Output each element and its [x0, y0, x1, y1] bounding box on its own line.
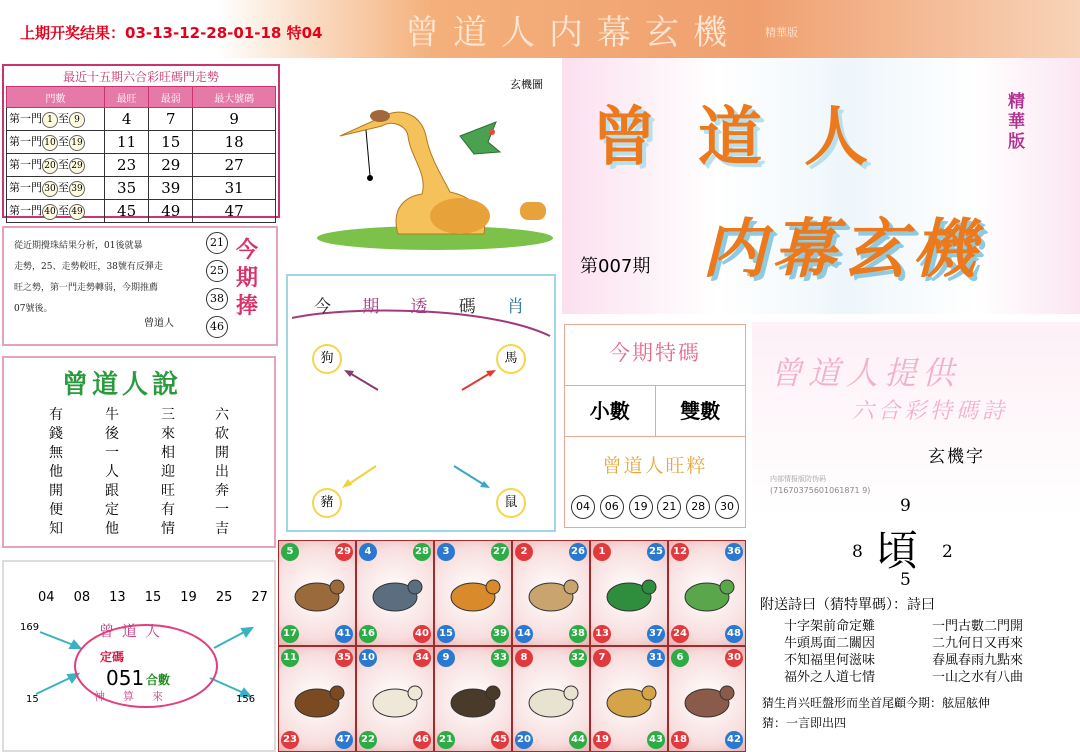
poem-line: 不知福里何滋味 — [784, 653, 876, 668]
zodiac-cell-snake — [668, 540, 746, 646]
calc-side-value: 169 — [20, 622, 40, 633]
zodiac-number-ball: 11 — [281, 649, 299, 667]
zodiac-number-ball: 44 — [569, 731, 587, 749]
zodiac-cell-rooster — [512, 646, 590, 752]
riddle-right: 2 — [942, 542, 953, 562]
poem-lead: 附送詩曰（猜特單碼）：詩曰 — [760, 597, 935, 613]
table-cell: 18 — [193, 131, 276, 154]
table-cell: 4 — [105, 108, 149, 131]
range-end: 9 — [69, 112, 85, 128]
animal-horse: 馬 — [496, 344, 526, 374]
zodiac-number-ball: 16 — [359, 625, 377, 643]
hero-line-1: 曾道人 — [592, 100, 910, 175]
special-number: 21 — [657, 495, 681, 519]
calc-side-value: 15 — [26, 694, 39, 705]
zodiac-number-ball: 45 — [491, 731, 509, 749]
pick-panel — [2, 226, 278, 346]
special-numbers — [571, 495, 739, 519]
analysis-line: 從近期攪珠結果分析，01後就暴 — [14, 241, 143, 251]
riddle-illustration — [310, 66, 560, 256]
security-code: (71670375601061871 9) — [770, 486, 871, 495]
poem-line: 一門古數二門開 — [932, 619, 1024, 634]
table-header: 最弱 — [149, 87, 193, 108]
special-right: 雙數 — [655, 386, 746, 436]
tou-ma-title-char: 透 — [410, 297, 428, 317]
zodiac-number-ball: 48 — [725, 625, 743, 643]
tou-ma-title — [314, 292, 524, 317]
zodiac-number-ball: 10 — [359, 649, 377, 667]
zodiac-number-ball: 4 — [359, 543, 377, 561]
tou-ma-title-char: 今 — [314, 297, 331, 317]
special-subtitle: 曾道人旺粹 — [602, 455, 708, 477]
calc-number: 27 — [251, 590, 268, 605]
analysis-line: 07號後。 — [14, 304, 53, 314]
poem-right-column — [932, 618, 1023, 686]
zodiac-cell-pig — [668, 646, 746, 752]
tou-ma-title-char: 肖 — [507, 297, 524, 317]
zodiac-number-ball: 1 — [593, 543, 611, 561]
zodiac-number-ball: 8 — [515, 649, 533, 667]
table-row — [7, 177, 276, 200]
issue-number: 第007期 — [580, 256, 651, 277]
riddle-left: 8 — [852, 542, 863, 562]
calc-value: 051 — [106, 666, 145, 690]
pick-number: 25 — [206, 260, 228, 282]
zodiac-number-ball: 20 — [515, 731, 533, 749]
table-cell: 45 — [105, 200, 149, 223]
row-label: 第一門 — [9, 181, 42, 194]
poem-title: 曾道人提供 — [770, 354, 961, 392]
zodiac-number-ball: 46 — [413, 731, 431, 749]
zodiac-number-ball: 14 — [515, 625, 533, 643]
animal-pig: 豬 — [312, 488, 342, 518]
range-sep: 至 — [58, 181, 69, 194]
poem-left-column — [784, 618, 875, 686]
zodiac-number-ball: 24 — [671, 625, 689, 643]
table-header: 門數 — [7, 87, 105, 108]
zodiac-cell-horse — [278, 646, 356, 752]
zodiac-grid — [278, 540, 746, 752]
special-number: 06 — [600, 495, 624, 519]
table-cell: 15 — [149, 131, 193, 154]
special-left: 小數 — [589, 399, 630, 423]
riddle-bottom: 5 — [900, 570, 911, 590]
last-draw-result: 上期开奖结果：03-13-12-28-01-18 特04 — [20, 24, 323, 42]
zodiac-number-ball: 2 — [515, 543, 533, 561]
calc-number: 13 — [109, 590, 126, 605]
zodiac-number-ball: 22 — [359, 731, 377, 749]
zodiac-number-ball: 43 — [647, 731, 665, 749]
special-number: 28 — [686, 495, 710, 519]
table-cell: 39 — [149, 177, 193, 200]
saying-column: 牛後一人跟定他 — [105, 407, 119, 537]
range-start: 40 — [42, 204, 58, 220]
zodiac-number-ball: 7 — [593, 649, 611, 667]
range-end: 49 — [69, 204, 85, 220]
zodiac-number-ball: 33 — [491, 649, 509, 667]
calc-number: 25 — [215, 590, 233, 605]
pick-label: 今期捧 — [236, 237, 259, 319]
zodiac-number-ball: 9 — [437, 649, 455, 667]
table-header: 最大號碼 — [193, 87, 276, 108]
poem-footer-2: 猜：一言即出四 — [762, 716, 847, 730]
banner-subtitle: 精華版 — [765, 26, 798, 39]
special-number: 19 — [629, 495, 653, 519]
zodiac-number-ball: 15 — [437, 625, 455, 643]
zodiac-number-ball: 40 — [413, 625, 431, 643]
tou-ma-title-char: 碼 — [458, 297, 476, 317]
zodiac-number-ball: 39 — [491, 625, 509, 643]
special-number: 30 — [715, 495, 739, 519]
special-options — [565, 385, 745, 437]
analysis-text — [14, 236, 194, 320]
table-cell: 47 — [193, 200, 276, 223]
table-cell: 23 — [105, 154, 149, 177]
range-start: 30 — [42, 181, 58, 197]
range-start: 10 — [42, 135, 58, 151]
saying-panel — [2, 356, 276, 548]
calc-side-value: 156 — [236, 694, 256, 705]
table-cell: 49 — [149, 200, 193, 223]
range-end: 39 — [69, 181, 85, 197]
hero-line-2: 内幕玄機 — [702, 212, 982, 287]
saying-column: 三來相迎旺有情 — [161, 407, 175, 537]
riddle-character: 頃 — [876, 526, 919, 575]
table-cell: 7 — [149, 108, 193, 131]
range-start: 20 — [42, 158, 58, 174]
poem-footer-1: 猜生肖兴旺盤形而坐首尾顧今期：舷屈舷伸 — [762, 696, 991, 710]
saying-column: 有錢無他開便知 — [49, 407, 63, 537]
range-end: 29 — [69, 158, 85, 174]
range-end: 19 — [69, 135, 85, 151]
table-row — [7, 131, 276, 154]
riddle-top: 9 — [900, 496, 911, 516]
zodiac-number-ball: 27 — [491, 543, 509, 561]
poem-line: 十字架前命定難 — [784, 619, 876, 634]
poem-line: 春風春雨九點來 — [932, 653, 1024, 668]
range-start: 1 — [42, 112, 58, 128]
tou-ma-title-char: 期 — [362, 297, 380, 317]
zodiac-number-ball: 30 — [725, 649, 743, 667]
zodiac-number-ball: 25 — [647, 543, 665, 561]
security-label: 内部情报版防伪码 — [770, 475, 826, 483]
zodiac-number-ball: 29 — [335, 543, 353, 561]
zodiac-cell-dragon — [590, 540, 668, 646]
table-cell: 31 — [193, 177, 276, 200]
row-label: 第一門 — [9, 204, 42, 217]
trend-table-panel — [2, 64, 280, 218]
calc-header: 曾道人 — [99, 622, 169, 640]
zodiac-number-ball: 26 — [569, 543, 587, 561]
trend-table — [6, 86, 276, 223]
calc-number: 08 — [73, 590, 91, 605]
hero-edition: 精華版 — [1008, 92, 1025, 152]
analysis-line: 走勢，25、走勢較旺，38號有反彈走 — [14, 262, 163, 272]
poem-subtitle: 六合彩特碼詩 — [852, 399, 1009, 424]
calc-label: 定碼 — [100, 650, 125, 664]
range-sep: 至 — [58, 135, 69, 148]
row-label: 第一門 — [9, 112, 42, 125]
table-cell: 27 — [193, 154, 276, 177]
animal-rat: 鼠 — [496, 488, 526, 518]
zodiac-cell-ox — [356, 540, 434, 646]
zodiac-number-ball: 5 — [281, 543, 299, 561]
hero-panel — [562, 58, 1080, 314]
pick-number: 38 — [206, 288, 228, 310]
poem-line: 一山之水有八曲 — [932, 670, 1024, 685]
calc-value-suffix: 合數 — [146, 673, 171, 687]
goose-bird-illustration — [310, 66, 560, 256]
poem-line: 牛頭馬面二關因 — [784, 636, 876, 651]
tou-ma-panel — [286, 274, 556, 532]
animal-dog: 狗 — [312, 344, 342, 374]
table-cell: 29 — [149, 154, 193, 177]
zodiac-number-ball: 12 — [671, 543, 689, 561]
table-cell: 35 — [105, 177, 149, 200]
zodiac-number-ball: 37 — [647, 625, 665, 643]
zodiac-number-ball: 23 — [281, 731, 299, 749]
zodiac-cell-tiger — [434, 540, 512, 646]
zodiac-number-ball: 21 — [437, 731, 455, 749]
zodiac-number-ball: 41 — [335, 625, 353, 643]
row-label: 第一門 — [9, 135, 42, 148]
poem-line: 福外之人道七情 — [784, 670, 876, 685]
trend-table-title: 最近十五期六合彩旺碼門走勢 — [62, 70, 219, 84]
zodiac-cell-rat — [278, 540, 356, 646]
table-row — [7, 200, 276, 223]
zodiac-number-ball: 19 — [593, 731, 611, 749]
banner-title: 曾道人内幕玄機 — [405, 13, 741, 53]
zodiac-cell-dog — [590, 646, 668, 752]
calc-footer: 神算來 — [94, 690, 181, 703]
special-title: 今期特碼 — [609, 341, 701, 365]
row-label: 第一門 — [9, 158, 42, 171]
table-cell: 9 — [193, 108, 276, 131]
zodiac-number-ball: 31 — [647, 649, 665, 667]
signature: 曾道人 — [144, 318, 174, 329]
zodiac-number-ball: 17 — [281, 625, 299, 643]
xuanji-label: 玄機字 — [928, 447, 985, 467]
zodiac-number-ball: 3 — [437, 543, 455, 561]
zodiac-number-ball: 35 — [335, 649, 353, 667]
illustration-label: 玄機圖 — [510, 78, 543, 91]
zodiac-number-ball: 42 — [725, 731, 743, 749]
calc-number: 19 — [180, 590, 197, 605]
range-sep: 至 — [58, 204, 69, 217]
pick-number: 21 — [206, 232, 228, 254]
zodiac-number-ball: 28 — [413, 543, 431, 561]
table-row — [7, 108, 276, 131]
special-number: 04 — [571, 495, 595, 519]
zodiac-number-ball: 47 — [335, 731, 353, 749]
zodiac-number-ball: 32 — [569, 649, 587, 667]
zodiac-cell-goat — [356, 646, 434, 752]
analysis-line: 旺之勢，第一門走勢轉弱，今期推薦 — [14, 283, 159, 293]
zodiac-number-ball: 38 — [569, 625, 587, 643]
zodiac-cell-rabbit — [512, 540, 590, 646]
calc-number: 15 — [144, 590, 162, 605]
zodiac-number-ball: 34 — [413, 649, 431, 667]
zodiac-number-ball: 36 — [725, 543, 743, 561]
zodiac-number-ball: 18 — [671, 731, 689, 749]
saying-title: 曾道人說 — [62, 370, 183, 400]
zodiac-number-ball: 13 — [593, 625, 611, 643]
poem-line: 二九何日又再來 — [932, 636, 1024, 651]
table-row — [7, 154, 276, 177]
calc-number: 04 — [38, 590, 55, 605]
calc-panel — [2, 560, 276, 752]
saying-column: 六砍開出奔一吉 — [215, 407, 229, 537]
range-sep: 至 — [58, 158, 69, 171]
special-code-panel — [564, 324, 746, 528]
table-header: 最旺 — [105, 87, 149, 108]
zodiac-cell-monkey — [434, 646, 512, 752]
poem-panel — [752, 322, 1080, 752]
range-sep: 至 — [58, 112, 69, 125]
pick-number: 46 — [206, 316, 228, 338]
table-cell: 11 — [105, 131, 149, 154]
zodiac-number-ball: 6 — [671, 649, 689, 667]
